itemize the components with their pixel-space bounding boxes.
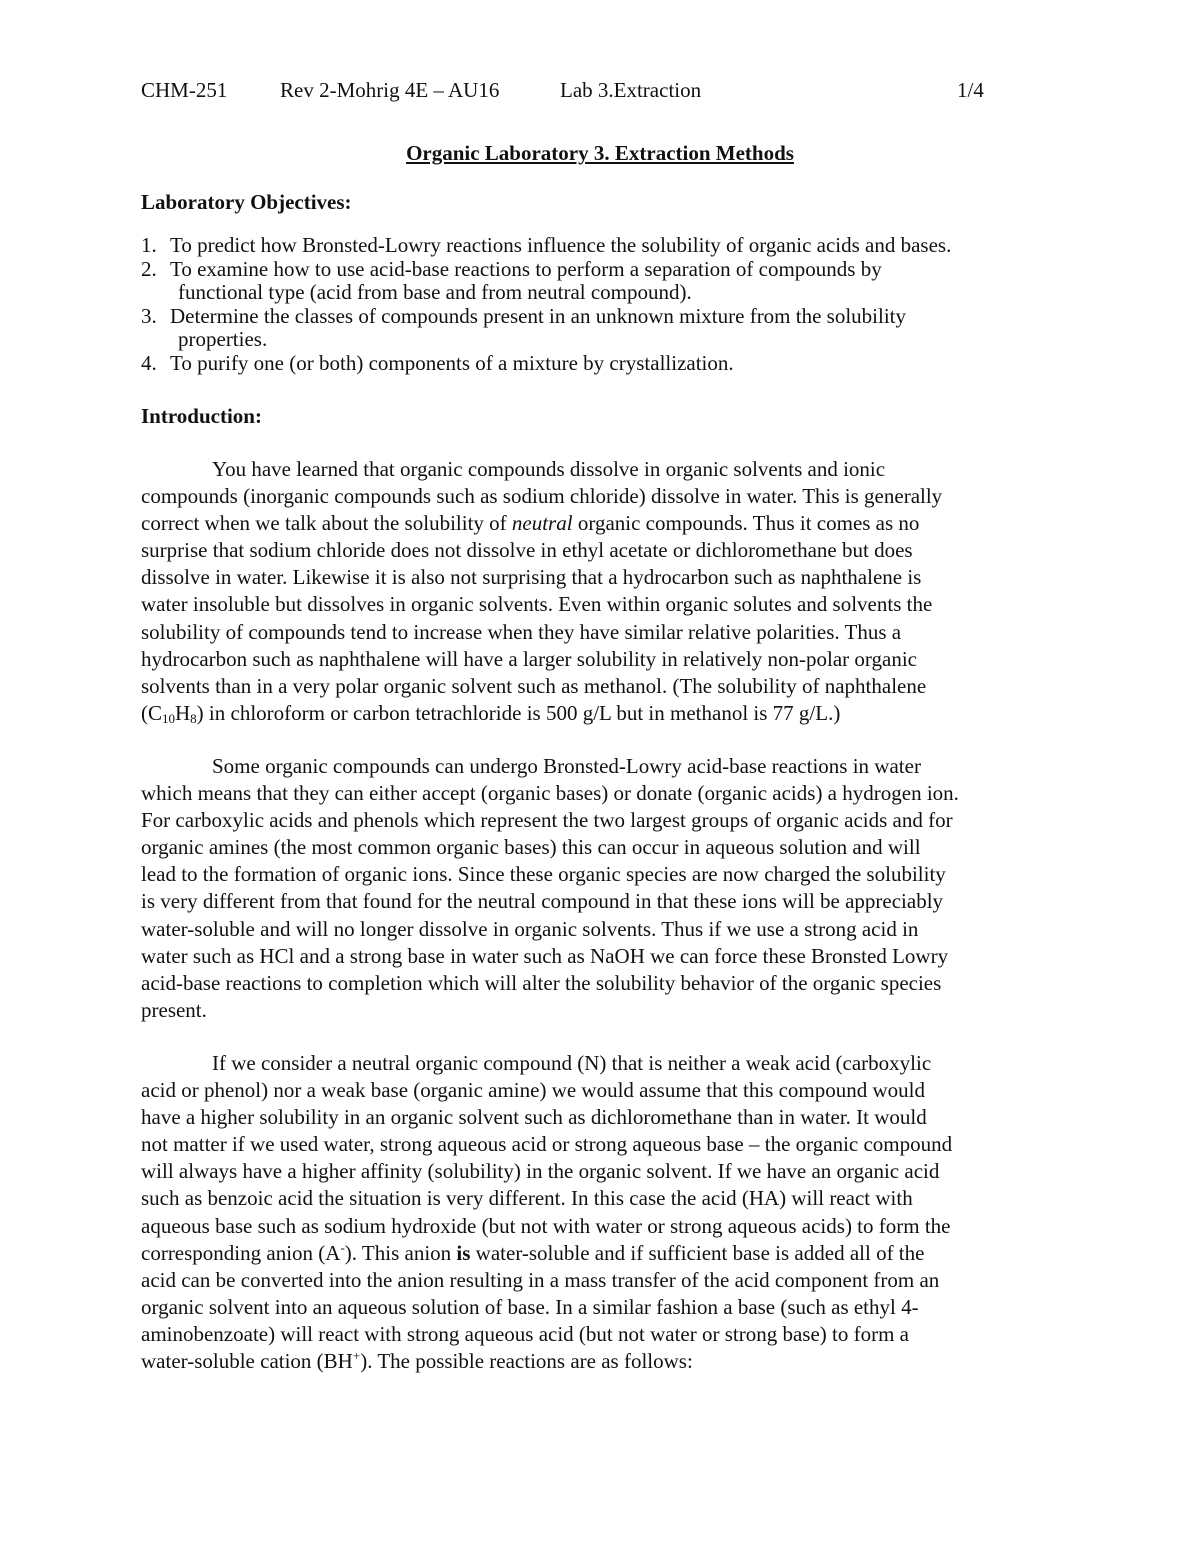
lab-label: Lab 3.Extraction	[560, 78, 702, 102]
text-line: which means that they can either accept (organic bases) or donate (organic acids) a hydrogen ion.	[141, 781, 959, 806]
text-line: aqueous base such as sodium hydroxide (but not with water or strong aqueous acids) to form the	[141, 1213, 951, 1238]
text-line: organic solvent into an aqueous solution of base. In a similar fashion a base (such as ethyl 4-	[141, 1294, 919, 1319]
text-line: solvents than in a very polar organic solvent such as methanol. (The solubility of naphthalene	[141, 673, 927, 698]
text-line: $(C_{10}H_8)$ in chloroform or carbon tetrachloride is 500 g/L but in methanol is 77 g/L.)	[141, 700, 841, 726]
objective-item	[141, 234, 1041, 258]
text-line: solubility of compounds tend to increase when they have similar relative polarities. Thus a	[141, 619, 902, 644]
objective-text-continued: functional type (acid from base and from neutral compound).	[178, 280, 692, 304]
superscript: -	[340, 1239, 345, 1255]
page-number: 1/4	[957, 78, 984, 102]
text-line: have a higher solubility in an organic solvent such as dichloromethane than in water. It would	[141, 1105, 927, 1130]
objective-number: 3.	[141, 303, 157, 328]
superscript: +	[352, 1348, 361, 1364]
text-line: is very different from that found for the neutral compound in that these ions will be appreciably	[141, 889, 944, 914]
emphasis-is: is	[456, 1240, 471, 1265]
text-line: For carboxylic acids and phenols which represent the two largest groups of organic acids and for	[141, 808, 953, 833]
text-line: compounds (inorganic compounds such as sodium chloride) dissolve in water. This is generally	[141, 484, 943, 509]
text-line: aminobenzoate) will react with strong aqueous acid (but not water or strong base) to form a	[141, 1321, 910, 1346]
text-line: corresponding anion (A-). This anion is water-soluble and if sufficient base is added all of the	[141, 1239, 925, 1265]
text-line: Some organic compounds can undergo Bronsted-Lowry acid-base reactions in water	[212, 754, 921, 778]
objective-text: To predict how Bronsted-Lowry reactions influence the solubility of organic acids and bases.	[170, 233, 952, 257]
emphasis-neutral: neutral	[511, 511, 573, 536]
intro-paragraph-1	[141, 456, 1061, 727]
text-line: water-soluble cation (BH+). The possible reactions are as follows:	[141, 1348, 693, 1374]
text-line: dissolve in water. Likewise it is also not surprising that a hydrocarbon such as naphthalene is	[141, 565, 922, 590]
objective-text: To examine how to use acid-base reactions to perform a separation of compounds by	[170, 256, 882, 281]
text-line: will always have a higher affinity (solubility) in the organic solvent. If we have an organic acid	[141, 1159, 940, 1184]
text-line: If we consider a neutral organic compound (N) that is neither a weak acid (carboxylic	[212, 1051, 932, 1075]
objective-item	[141, 258, 1041, 305]
objectives-list	[141, 234, 1041, 375]
objective-item	[141, 305, 1041, 352]
text-line: You have learned that organic compounds dissolve in organic solvents and ionic	[212, 457, 886, 481]
objectives-heading: Laboratory Objectives:	[141, 190, 352, 214]
objective-text: Determine the classes of compounds present in an unknown mixture from the solubility	[170, 303, 907, 328]
subscript: 10	[162, 710, 175, 726]
objective-number: 4.	[141, 350, 157, 375]
objective-number: 2.	[141, 256, 157, 281]
document-title: Organic Laboratory 3. Extraction Methods	[406, 141, 794, 165]
revision-label: Rev 2-Mohrig 4E – AU16	[280, 78, 500, 102]
introduction-heading: Introduction:	[141, 404, 262, 428]
text-line: water such as HCl and a strong base in water such as NaOH we can force these Bronsted Lowry	[141, 943, 949, 968]
course-code: CHM-251	[141, 78, 228, 102]
objective-number: 1.	[141, 233, 157, 257]
text-line: water insoluble but dissolves in organic solvents. Even within organic solutes and solvents the	[141, 592, 933, 617]
text-line: such as benzoic acid the situation is very different. In this case the acid (HA) will react with	[141, 1186, 913, 1211]
subscript: 8	[190, 710, 197, 726]
objective-text-continued: properties.	[178, 327, 268, 351]
text-line: present.	[141, 997, 207, 1022]
text-line: surprise that sodium chloride does not dissolve in ethyl acetate or dichloromethane but does	[141, 538, 913, 563]
text-line: acid-base reactions to completion which will alter the solubility behavior of the organic species	[141, 970, 942, 995]
intro-paragraph-2	[141, 753, 1061, 1024]
text-line: organic amines (the most common organic bases) this can occur in aqueous solution and will	[141, 835, 921, 860]
text-line: not matter if we used water, strong aqueous acid or strong aqueous base – the organic compound	[141, 1132, 953, 1157]
intro-paragraph-3	[141, 1050, 1061, 1375]
text-line: lead to the formation of organic ions. Since these organic species are now charged the solubility	[141, 862, 946, 887]
objective-text: To purify one (or both) components of a mixture by crystallization.	[170, 350, 734, 375]
objective-item	[141, 352, 1041, 376]
text-line: hydrocarbon such as naphthalene will have a larger solubility in relatively non-polar organic	[141, 646, 917, 671]
text-line: correct when we talk about the solubility of neutral organic compounds. Thus it comes as no	[141, 511, 920, 536]
text-line: acid or phenol) nor a weak base (organic amine) we would assume that this compound would	[141, 1078, 925, 1103]
page-header	[141, 76, 991, 104]
text-line: acid can be converted into the anion resulting in a mass transfer of the acid component from an	[141, 1267, 940, 1292]
text-line: water-soluble and will no longer dissolve in organic solvents. Thus if we use a strong acid in	[141, 916, 919, 941]
